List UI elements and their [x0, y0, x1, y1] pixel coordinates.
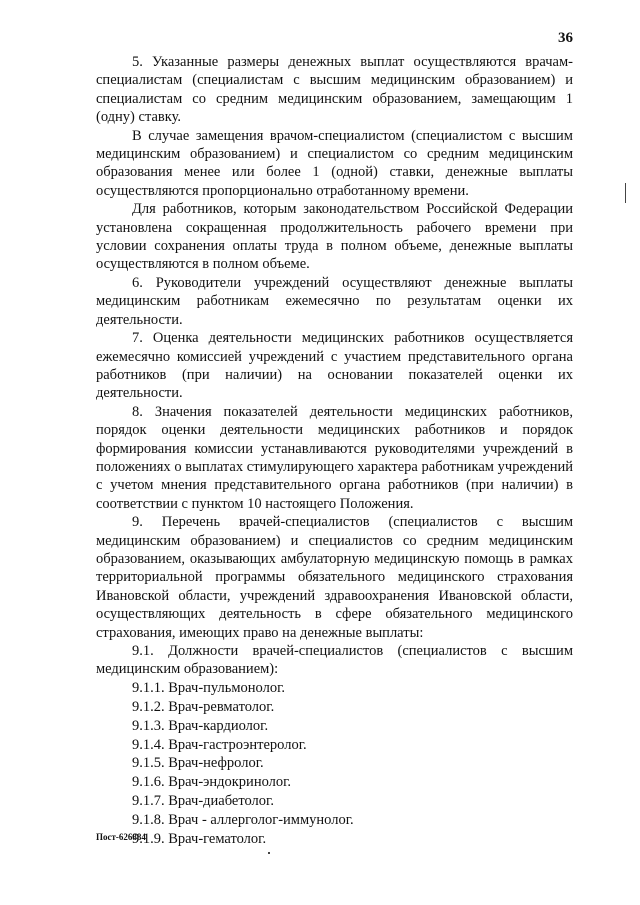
paragraph-6: 6. Руководители учреждений осуществляют денежные выплаты медицинским работникам ежемесячно по результатам оценки их деятельности.	[96, 274, 573, 328]
document-body	[96, 53, 573, 849]
paragraph-5-part-time: В случае замещения врачом-специалистом (специалистом с высшим медицинским образованием) и специалистом со средним медицинским образования менее или более 1 (одной) ставки, денежные выплаты осуществляются пропорционально отработанному времени.	[96, 127, 573, 199]
page-number: 36	[558, 30, 573, 46]
document-code: Пост-626884	[96, 832, 146, 842]
specialist-list	[96, 679, 573, 849]
paragraph-9: 9. Перечень врачей-специалистов (специалистов с высшим медицинским образованием) и специалистов со средним медицинским образованием, оказывающих амбулаторную медицинскую помощь в рамках территориальной программы обязательного медицинского страхования Ивановской области, учреждений здравоохранения Ивановской области, осуществляющих деятельность в сфере обязательного медицинского страхования, имеющих право на денежные выплаты:	[96, 514, 573, 641]
paragraph-8: 8. Значения показателей деятельности медицинских работников, порядок оценки деятельности медицинских работников и порядок формирования комиссии устанавливаются руководителями учреждений в положениях о выплатах стимулирующего характера работникам учреждений с учетом мнения представительного органа работников (при наличии) в соответствии с пунктом 10 настоящего Положения.	[96, 403, 573, 512]
list-item: 9.1.1. Врач-пульмонолог.	[132, 679, 286, 696]
paragraph-7: 7. Оценка деятельности медицинских работников осуществляется ежемесячно комиссией учреждений с участием представительного органа работников (при наличии) на основании показателей оценки их деятельности.	[96, 330, 573, 402]
paragraph-5: 5. Указанные размеры денежных выплат осуществляются врачам-специалистам (специалистам с высшим медицинским образованием) и специалистам со средним медицинским образованием, замещающим 1 (одну) ставку.	[96, 54, 573, 126]
list-item: 9.1.6. Врач-эндокринолог.	[132, 774, 292, 791]
paragraph-5-reduced-hours: Для работников, которым законодательством Российской Федерации установлена сокращенная продолжительность рабочего времени при условии сохранения оплаты труда в полном объеме, денежные выплаты осуществляются в полном объеме.	[96, 201, 573, 273]
list-item: 9.1.7. Врач-диабетолог.	[132, 793, 274, 810]
list-item: 9.1.2. Врач-ревматолог.	[132, 698, 275, 715]
scan-mark	[268, 852, 270, 854]
paragraph-9-1: 9.1. Должности врачей-специалистов (специалистов с высшим медицинским образованием):	[96, 643, 573, 678]
list-item: 9.1.9. Врач-гематолог.	[132, 831, 267, 848]
list-item: 9.1.3. Врач-кардиолог.	[132, 717, 269, 734]
list-item: 9.1.4. Врач-гастроэнтеролог.	[132, 736, 307, 753]
list-item: 9.1.8. Врач - аллерголог-иммунолог.	[132, 812, 354, 829]
scan-mark	[625, 183, 626, 203]
list-item: 9.1.5. Врач-нефролог.	[132, 755, 264, 772]
